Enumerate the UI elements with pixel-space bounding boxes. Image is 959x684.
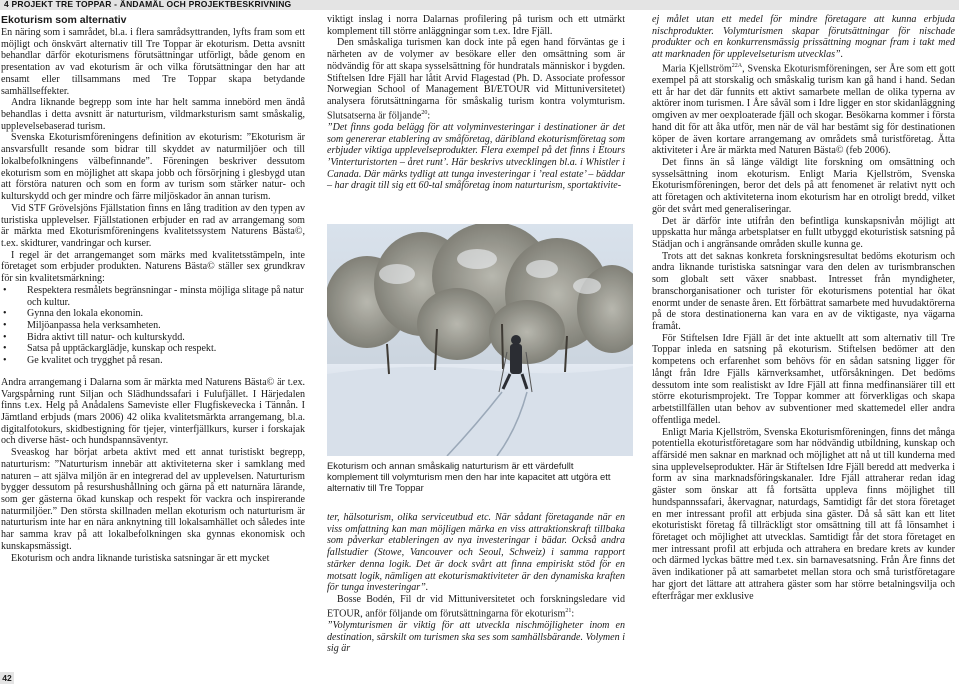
column-3 bbox=[652, 14, 955, 602]
footnote-ref: 22A bbox=[731, 62, 743, 69]
paragraph: Svenska Ekoturismföreningens definition av ekoturism: ”Ekoturism är ansvarsfullt resande som bidrar till skyddet av naturmiljöer och till lokalbefolkningens välbefinnande”. Föreningen beskriver dessutom ekoturism som en möjlighet att skapa jobb och försörjning i glesbygd utan att förstöra naturen och som en form av turism som stärker natur- och kulturskydd och ger mindre och färre miljöskador än annan turism. bbox=[1, 132, 305, 203]
paragraph: Trots att det saknas konkreta forskningsresultat bedöms ekoturism och andra liknande turistiska satsningar vara den delen av turismbranschen som globalt sett växer snabbast. Intresset från myndigheter, branschorganisationer och turister för ekoturismens potential har ökat enormt under de senaste åren. Ett förbättrat samarbete med huvudaktörerna på de stora destinationerna kan vara en av de viktigaste, nya vägarna framåt. bbox=[652, 250, 955, 333]
section-title: Ekoturism som alternativ bbox=[1, 14, 127, 26]
paragraph: En näring som i samrådet, bl.a. i flera samrådsyttranden, lyfts fram som ett möjligt och önskvärt alternativ till Tre Toppar är ekoturism. Detta avsnitt behandlar därför ekoturismens förutsättningar utförligt, både genom en presentation av vad ekoturism är och vilka förutsättningar den har att ensamt eller tillsammans med Tre Toppar skapa betydande samhällseffekter. bbox=[1, 27, 305, 97]
paragraph: Det är därför inte utifrån den befintliga kunskapsnivån möjligt att uppskatta hur många arbetsplatser en fullt utbyggd ekoturistisk satsning på Städjan och i angränsande områden skulle kunna ge. bbox=[652, 215, 955, 250]
list-item: • Satsa på upptäckarglädje, kunskap och respekt. bbox=[27, 343, 305, 355]
winter-landscape-photo bbox=[327, 224, 633, 456]
footnote-ref: 20 bbox=[421, 109, 428, 116]
footnote-ref: 21 bbox=[565, 607, 572, 614]
list-item: • Miljöanpassa hela verksamheten. bbox=[27, 320, 305, 332]
paragraph: viktigt inslag i norra Dalarnas profilering på turism och ett utmärkt komplement till större anläggningar som t.ex. Idre Fjäll. bbox=[327, 14, 625, 37]
paragraph: Det finns än så länge väldigt lite forskning om omsättning och sysselsättning inom ekoturism. Enligt Maria Kjellström, Svenska Ekoturismföreningen, beror det dels på att fenomenet är relativt nytt och att företagen och aktiviteterna inom ekoturism har en otroligt bredd, vilket gör det svårt med generaliseringar. bbox=[652, 156, 955, 215]
paragraph: I regel är det arrangemanget som märks med kvalitetsstämpeln, inte företaget som erbjuder produkten. Naturens Bästa© ställer sex grundkrav för sin kvalitetsmärkning: bbox=[1, 249, 305, 285]
paragraph-tail: : bbox=[571, 608, 575, 620]
paragraph: Sveaskog har börjat arbeta aktivt med ett annat turistiskt begrepp, naturturism: ”Naturturism innebär att aktiviteterna sker i samklang med naturen – att själva miljön är en integrerad del av upplevelsen. Naturturism bygger dessutom på resurshushållning och gärna på ett naturnära lärande, som ger gästerna ökad kunskap och respekt för vackra och inspirerande naturmiljöer.” Den största skillnaden mellan ekoturism och naturturism är naturturism inte har en nära anknytning till lokalsamhället och således inte har samma krav på att lokalbefolkningen ska gynnas ekonomisk och kunskapsmässigt. bbox=[1, 447, 305, 552]
list-item: • Ge kvalitet och trygghet på resan. bbox=[27, 355, 305, 367]
paragraph bbox=[327, 594, 625, 620]
bullet-list bbox=[1, 285, 305, 367]
paragraph: Vid STF Grövelsjöns Fjällstation finns en lång tradition av den typen av turistiska upplevelser. Fjällstationen erbjuder en rad av arrangemang som är märkta med Ekoturismföreningens kvalitetssystem Naturens Bästa©, t.ex. skidturer, vandringar och kurser. bbox=[1, 202, 305, 249]
paragraph-text: Maria Kjellström bbox=[662, 63, 732, 75]
page-number: 42 bbox=[0, 672, 14, 684]
paragraph-tail: : bbox=[427, 110, 431, 122]
paragraph: Ekoturism och andra liknande turistiska satsningar är ett mycket bbox=[11, 552, 270, 564]
quote: ej målet utan ett medel för mindre företagare att kunna erbjuda nischprodukter. Volymturismen skapar förutsättningar för nischade produkter och en konkurrensmässig prissättning mognar fram i takt med att marknaden för upplevelseturism utvecklas”. bbox=[652, 14, 955, 61]
column-1 bbox=[1, 14, 305, 564]
list-item: • Gynna den lokala ekonomin. bbox=[27, 308, 305, 320]
column-2-bottom bbox=[327, 512, 625, 655]
paragraph-text: Bosse Bodén, Fil dr vid Mittuniversitetet och forskningsledare vid ETOUR, anför följande om förutsättningarna för ekoturism bbox=[327, 594, 625, 620]
paragraph: För Stiftelsen Idre Fjäll är det inte aktuellt att som alternativ till Tre Toppar inleda en satsning på ekoturism. Stiftelsen bedömer att den kompetens och erfarenhet som behövs för en sådan satsning ligger för långt från Idre Fjälls kärnverksamhet, utförsåkningen. Det bedöms dessutom inte som realistiskt av Idre Fjäll att finna medfinansiärer till ett större ekoturismprojekt. Tre Toppar kommer att förverkligas och skapa arbetstillfällen utan behov av subventioner med skattemedel eller andra offentliga medel. bbox=[652, 332, 955, 426]
column-2-top bbox=[327, 14, 625, 192]
paragraph: Enligt Maria Kjellström, Svenska Ekoturismföreningen, finns det många potentiella ekoturistföretagare som har nödvändig utbildning, kunskap och affärsidé men saknar en marknad och möjlighet att nå ut till kunderna med sina upplevelseprodukter. Här är Stiftelsen Idre Fjäll beredd att medverka i form av sina marknadsföringskanaler. Idre Fjäll attraherar redan idag gäster som önskar att få fortsätta uppleva finns möjlighet till hundspannssafari, åkervagnar, naturdags, Samtidigt får det stora företaget en mer intressant profil att erbjuda sina gäster. Då så sätt kan ett litet ekoturistiskt företag få tillräckligt stor omsättning till att få lönsamhet i företaget och möjlighet att utvecklas. Samtidigt får det stora företaget en mer intressant profil att erbjuda och attrahera en bredare krets av kunder och därmed lyckas bättre med t.ex. sin barnavesatsning. Från Åre finns det även indikationer på att samarbetet mellan stora och små turistföretagare har gjort det lättare att attrahera gäster som har större betalningsvilja och efterfrågar mer exklusive bbox=[652, 426, 955, 602]
header-bar bbox=[0, 0, 959, 10]
list-item: • Bidra aktivt till natur- och kulturskydd. bbox=[27, 332, 305, 344]
quote: ”Det finns goda belägg för att volyminvesteringar i destinationer är det som genererar etablering av småföretag, däribland ekoturismföretag som erbjuder viktiga upplevelseprodukter. Flera exempel på det finns i Etours ’Vinterturistorten – året runt’. Här beskrivs utvecklingen bl.a. i Whistler i Canada. Där märks tydligt att tunga investeringar i ’real estate’ – bäddar – har dragit till sig ett 60-tal småföretag inom naturturism, sportaktivite- bbox=[327, 121, 625, 192]
quote: ter, hälsoturism, olika servicеutbud etc. När sådant företagande när en viss omfattning kan man möjligen märka en viss attraktionskraft tillbaka som påverkar etableringen av nya investeringar i bädar. Också andra fallstudier (Stowe, Vancouver och Seoul, Schweiz) i samma rapport stärker denna logik. Det är dock svårt att finna empiriskt stöd för en motsatt logik, nämligen att ekoturismaktiviteter är den dynamiska kraften för tunga investeringar”. bbox=[327, 512, 625, 594]
paragraph-text: Den småskaliga turismen kan dock inte på egen hand förväntas ge i närheten av de volymer av besökare eller den omsättning som är nödvändig för att skapa sysselsättning för hundratals människor i bygden. Stiftelsen Idre Fjäll har låtit Arvid Flagestad (Ph. D. Associate professor Norwegian School of Management BI/ETOUR vid Mittuniversitetet) analysera förutsättningarna för småskalig turism kontra volymturism. Slutsatserna är följande bbox=[327, 37, 625, 122]
photo-image bbox=[327, 224, 633, 456]
quote: ”Volymturismen är viktig för att utveckla nischmöjligheter inom en destination, särskilt om turismen ska ses som samhällsbärande. Volymen i sig är bbox=[327, 619, 625, 655]
paragraph-text: , Svenska Ekoturismföreningen, ser Åre som ett gott exempel på att storskalig och småskalig turism kan gå hand i hand. Sedan ett år har det där funnits ett aktivt samarbete mellan de olika typerna av aktörer inom turismen. I Åre såväl som i Idre ligger en stor skidanläggning omgiven av mer oexploaterade fjäll och skogar. Besökarna kommer i första hand dit för att åka utför, men när de väl har bestämt sig för destinationen köper de även kortare arrangemang av områdets små turistföretag. Ätta aktiviteter i Åre är märkta med Naturen Bästa© (feb 2006). bbox=[652, 63, 955, 157]
photo-caption: Ekoturism och annan småskalig naturturism är ett värdefullt komplement till volymturism men den har inte kapacitet att utgöra ett alternativ till Tre Toppar bbox=[327, 460, 611, 493]
paragraph bbox=[652, 61, 955, 157]
running-header: 4 PROJEKT TRE TOPPAR - ÄNDAMÅL OCH PROJEKTBESKRIVNING bbox=[4, 0, 292, 9]
paragraph bbox=[327, 37, 625, 121]
list-item: • Respektera resmålets begränsningar - minsta möjliga slitage på natur och kultur. bbox=[27, 285, 305, 308]
paragraph: Andra liknande begrepp som inte har helt samma innebörd men ändå behandlas i detta avsnitt är naturturism, vildmarksturism samt småskalig, upplevelsebaserad turism. bbox=[1, 97, 305, 132]
paragraph: Andra arrangemang i Dalarna som är märkta med Naturens Bästa© är t.ex. Vargspårning runt Siljan och Slädhundssafari i Fulufjället. I Härjedalen finns t.ex. Helg på Anådalens Sameviste eller Flugfiskevecka i Tännån. I Jämtland erbjuds (mars 2006) 42 olika kvalitetsmärkta arrangemang, bl.a. digitalfotokurs, skidbestigning för tjejer, vinterfjällkurs, kurser i forskajak och diverse häst- och hundspannsäventyr. bbox=[1, 376, 305, 447]
